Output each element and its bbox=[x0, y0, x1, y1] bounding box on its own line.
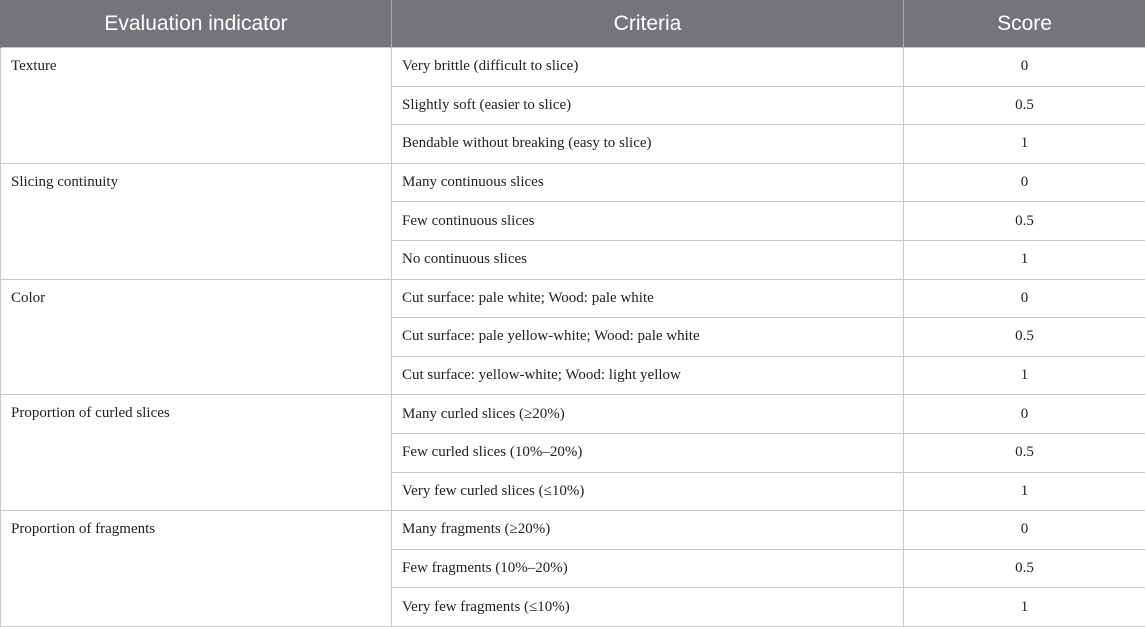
criteria-cell: No continuous slices bbox=[392, 240, 904, 279]
score-cell: 1 bbox=[904, 472, 1145, 511]
table-row bbox=[1, 48, 1145, 87]
table-row bbox=[1, 163, 1145, 202]
criteria-cell: Cut surface: pale white; Wood: pale white bbox=[392, 279, 904, 318]
criteria-cell: Many fragments (≥20%) bbox=[392, 511, 904, 550]
score-cell: 0 bbox=[904, 279, 1145, 318]
indicator-cell: Texture bbox=[1, 48, 392, 164]
score-cell: 0.5 bbox=[904, 202, 1145, 241]
score-cell: 0 bbox=[904, 395, 1145, 434]
score-cell: 1 bbox=[904, 356, 1145, 395]
score-cell: 1 bbox=[904, 240, 1145, 279]
criteria-cell: Very brittle (difficult to slice) bbox=[392, 48, 904, 87]
table-row bbox=[1, 279, 1145, 318]
score-cell: 0 bbox=[904, 48, 1145, 87]
score-cell: 0 bbox=[904, 511, 1145, 550]
table-header bbox=[1, 0, 1145, 48]
criteria-cell: Many curled slices (≥20%) bbox=[392, 395, 904, 434]
score-cell: 0.5 bbox=[904, 318, 1145, 357]
score-cell: 0.5 bbox=[904, 86, 1145, 125]
score-cell: 1 bbox=[904, 588, 1145, 627]
criteria-cell: Very few curled slices (≤10%) bbox=[392, 472, 904, 511]
table-row bbox=[1, 395, 1145, 434]
criteria-cell: Cut surface: pale yellow-white; Wood: pale white bbox=[392, 318, 904, 357]
indicator-cell: Proportion of fragments bbox=[1, 511, 392, 627]
criteria-cell: Bendable without breaking (easy to slice) bbox=[392, 125, 904, 164]
criteria-cell: Few fragments (10%–20%) bbox=[392, 549, 904, 588]
score-cell: 0 bbox=[904, 163, 1145, 202]
criteria-cell: Many continuous slices bbox=[392, 163, 904, 202]
criteria-cell: Few curled slices (10%–20%) bbox=[392, 433, 904, 472]
header-criteria: Criteria bbox=[392, 0, 904, 48]
header-evaluation-indicator: Evaluation indicator bbox=[1, 0, 392, 48]
table-body bbox=[1, 48, 1145, 627]
indicator-cell: Color bbox=[1, 279, 392, 395]
criteria-cell: Cut surface: yellow-white; Wood: light yellow bbox=[392, 356, 904, 395]
indicator-cell: Slicing continuity bbox=[1, 163, 392, 279]
table-row bbox=[1, 511, 1145, 550]
score-cell: 0.5 bbox=[904, 549, 1145, 588]
criteria-cell: Few continuous slices bbox=[392, 202, 904, 241]
header-score: Score bbox=[904, 0, 1145, 48]
indicator-cell: Proportion of curled slices bbox=[1, 395, 392, 511]
header-row bbox=[1, 0, 1145, 48]
criteria-cell: Very few fragments (≤10%) bbox=[392, 588, 904, 627]
criteria-cell: Slightly soft (easier to slice) bbox=[392, 86, 904, 125]
score-cell: 1 bbox=[904, 125, 1145, 164]
score-cell: 0.5 bbox=[904, 433, 1145, 472]
